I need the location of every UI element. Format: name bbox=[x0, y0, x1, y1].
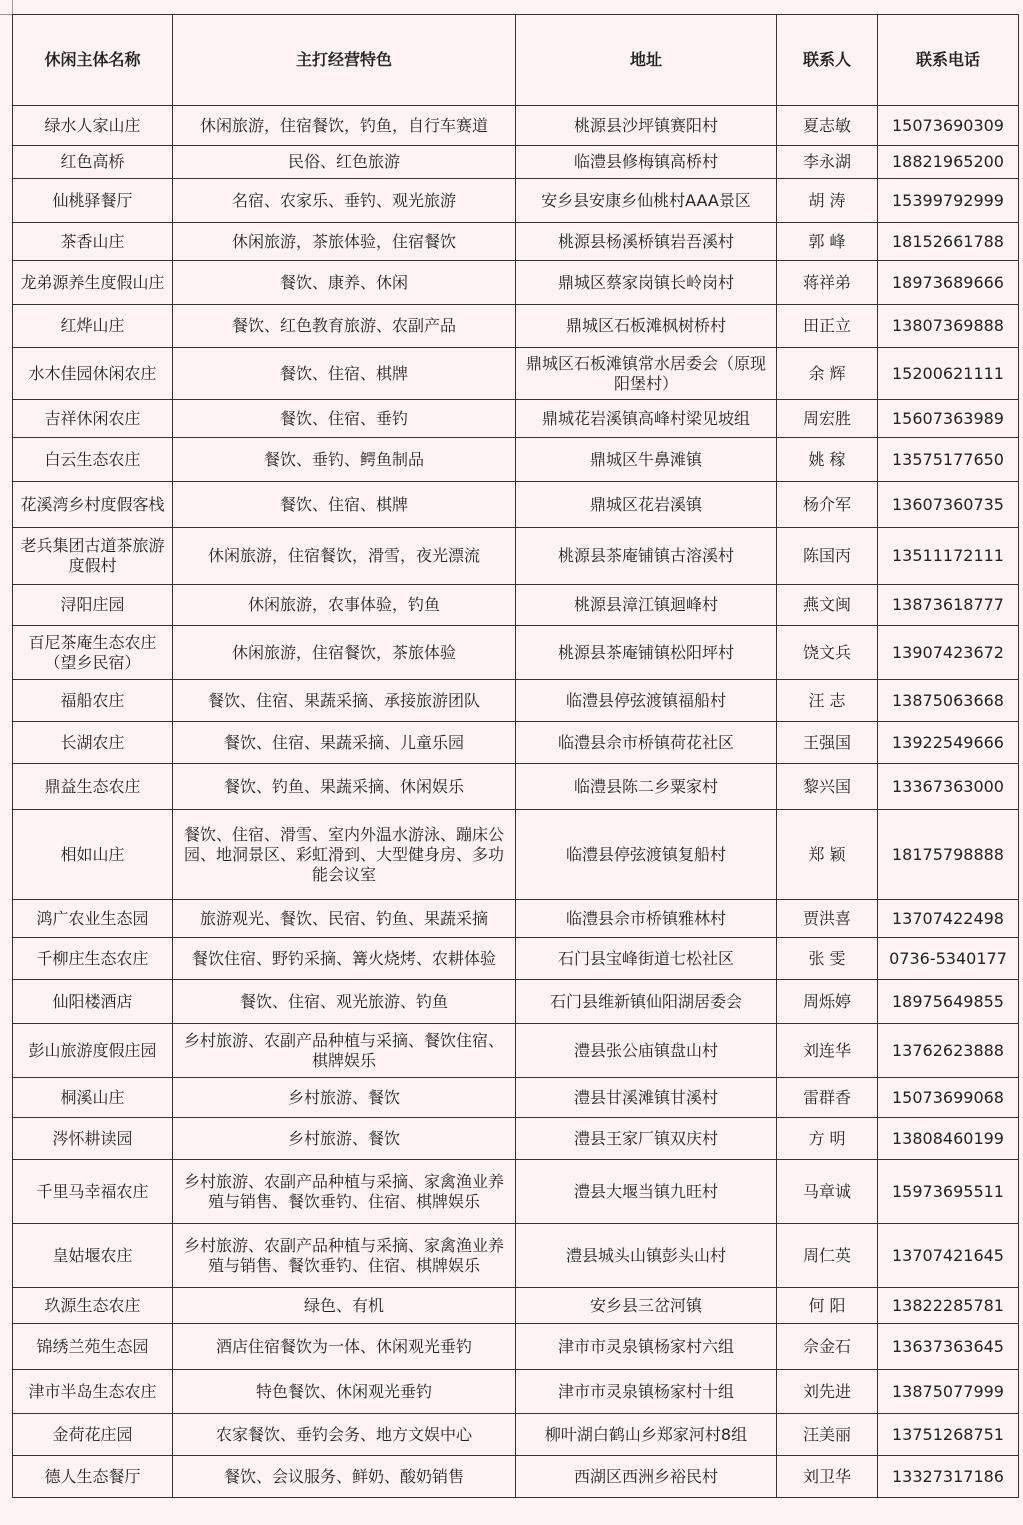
cell-name[interactable]: 花溪湾乡村度假客栈 bbox=[13, 482, 173, 528]
cell-name[interactable]: 吉祥休闲农庄 bbox=[13, 400, 173, 438]
cell-contact[interactable]: 姚 稼 bbox=[777, 438, 878, 482]
table-row bbox=[13, 585, 1019, 626]
cell-name[interactable]: 浔阳庄园 bbox=[13, 585, 173, 626]
cell-name[interactable]: 彭山旅游度假庄园 bbox=[13, 1024, 173, 1078]
cell-phone[interactable]: 13875077999 bbox=[878, 1370, 1019, 1414]
table-row bbox=[13, 764, 1019, 810]
header-row bbox=[13, 15, 1019, 106]
cell-name[interactable]: 鸿广农业生态园 bbox=[13, 900, 173, 938]
cell-address[interactable]: 澧县张公庙镇盘山村 bbox=[516, 1024, 777, 1078]
cell-address[interactable]: 鼎城区石板滩镇常水居委会（原现阳堡村） bbox=[516, 348, 777, 400]
cell-feature[interactable]: 乡村旅游、农副产品种植与采摘、餐饮住宿、棋牌娱乐 bbox=[173, 1024, 516, 1078]
cell-address[interactable]: 安乡县安康乡仙桃村AAA景区 bbox=[516, 179, 777, 223]
cell-phone[interactable]: 18975649855 bbox=[878, 980, 1019, 1024]
cell-feature[interactable]: 餐饮、钓鱼、果蔬采摘、休闲娱乐 bbox=[173, 764, 516, 810]
cell-feature[interactable]: 餐饮住宿、野钓采摘、篝火烧烤、农耕体验 bbox=[173, 938, 516, 980]
cell-name[interactable]: 红色高桥 bbox=[13, 146, 173, 179]
cell-feature[interactable]: 休闲旅游，农事体验，钓鱼 bbox=[173, 585, 516, 626]
cell-phone[interactable]: 18175798888 bbox=[878, 810, 1019, 900]
leisure-venue-table bbox=[12, 14, 1019, 1498]
cell-name[interactable]: 红烨山庄 bbox=[13, 305, 173, 348]
table-row bbox=[13, 348, 1019, 400]
table-row bbox=[13, 305, 1019, 348]
cell-feature[interactable]: 特色餐饮、休闲观光垂钓 bbox=[173, 1370, 516, 1414]
cell-name[interactable]: 千里马幸福农庄 bbox=[13, 1160, 173, 1224]
cell-address[interactable]: 临澧县修梅镇高桥村 bbox=[516, 146, 777, 179]
table-row bbox=[13, 261, 1019, 305]
cell-phone[interactable]: 13907423672 bbox=[878, 626, 1019, 680]
cell-name[interactable]: 龙弟源养生度假山庄 bbox=[13, 261, 173, 305]
header-phone[interactable]: 联系电话 bbox=[878, 15, 1019, 106]
cell-contact[interactable]: 黎兴国 bbox=[777, 764, 878, 810]
cell-feature[interactable]: 餐饮、垂钓、鳄鱼制品 bbox=[173, 438, 516, 482]
cell-name[interactable]: 老兵集团古道茶旅游度假村 bbox=[13, 528, 173, 585]
cell-contact[interactable]: 周仁英 bbox=[777, 1224, 878, 1288]
cell-address[interactable]: 桃源县茶庵铺镇松阳坪村 bbox=[516, 626, 777, 680]
cell-name[interactable]: 玖源生态农庄 bbox=[13, 1288, 173, 1324]
table-row bbox=[13, 900, 1019, 938]
cell-name[interactable]: 千柳庄生态农庄 bbox=[13, 938, 173, 980]
cell-contact[interactable]: 雷群香 bbox=[777, 1078, 878, 1118]
cell-phone[interactable]: 13822285781 bbox=[878, 1288, 1019, 1324]
cell-address[interactable]: 澧县甘溪滩镇甘溪村 bbox=[516, 1078, 777, 1118]
cell-address[interactable]: 桃源县沙坪镇赛阳村 bbox=[516, 106, 777, 146]
table-row bbox=[13, 722, 1019, 764]
table-row bbox=[13, 528, 1019, 585]
header-name[interactable]: 休闲主体名称 bbox=[13, 15, 173, 106]
grid-line bbox=[0, 14, 12, 15]
cell-phone[interactable]: 13875063668 bbox=[878, 680, 1019, 722]
cell-contact[interactable]: 田正立 bbox=[777, 305, 878, 348]
cell-name[interactable]: 皇姑堰农庄 bbox=[13, 1224, 173, 1288]
cell-phone[interactable]: 13575177650 bbox=[878, 438, 1019, 482]
table-row bbox=[13, 1078, 1019, 1118]
cell-feature[interactable]: 餐饮、康养、休闲 bbox=[173, 261, 516, 305]
table-row bbox=[13, 1160, 1019, 1224]
cell-phone[interactable]: 13511172111 bbox=[878, 528, 1019, 585]
cell-feature[interactable]: 餐饮、住宿、观光旅游、钓鱼 bbox=[173, 980, 516, 1024]
cell-contact[interactable]: 佘金石 bbox=[777, 1324, 878, 1370]
cell-contact[interactable]: 刘连华 bbox=[777, 1024, 878, 1078]
cell-feature[interactable]: 乡村旅游、餐饮 bbox=[173, 1078, 516, 1118]
cell-name[interactable]: 百尼茶庵生态农庄（望乡民宿） bbox=[13, 626, 173, 680]
cell-phone[interactable]: 15973695511 bbox=[878, 1160, 1019, 1224]
table-row bbox=[13, 223, 1019, 261]
cell-contact[interactable]: 贾洪喜 bbox=[777, 900, 878, 938]
cell-phone[interactable]: 15607363989 bbox=[878, 400, 1019, 438]
cell-address[interactable]: 临澧县停弦渡镇福船村 bbox=[516, 680, 777, 722]
cell-phone[interactable]: 13327317186 bbox=[878, 1456, 1019, 1498]
cell-phone[interactable]: 13751268751 bbox=[878, 1414, 1019, 1456]
table-row bbox=[13, 938, 1019, 980]
cell-contact[interactable]: 周烁婷 bbox=[777, 980, 878, 1024]
cell-name[interactable]: 锦绣兰苑生态园 bbox=[13, 1324, 173, 1370]
cell-feature[interactable]: 乡村旅游、农副产品种植与采摘、家禽渔业养殖与销售、餐饮垂钓、住宿、棋牌娱乐 bbox=[173, 1224, 516, 1288]
cell-contact[interactable]: 郑 颖 bbox=[777, 810, 878, 900]
cell-contact[interactable]: 马章诚 bbox=[777, 1160, 878, 1224]
cell-phone[interactable]: 13707422498 bbox=[878, 900, 1019, 938]
table-row bbox=[13, 1324, 1019, 1370]
grid-line bbox=[12, 0, 13, 14]
cell-feature[interactable]: 餐饮、住宿、垂钓 bbox=[173, 400, 516, 438]
cell-name[interactable]: 水木佳园休闲农庄 bbox=[13, 348, 173, 400]
cell-contact[interactable]: 张 雯 bbox=[777, 938, 878, 980]
cell-phone[interactable]: 13607360735 bbox=[878, 482, 1019, 528]
cell-phone[interactable]: 13367363000 bbox=[878, 764, 1019, 810]
header-address[interactable]: 地址 bbox=[516, 15, 777, 106]
cell-feature[interactable]: 旅游观光、餐饮、民宿、钓鱼、果蔬采摘 bbox=[173, 900, 516, 938]
cell-name[interactable]: 相如山庄 bbox=[13, 810, 173, 900]
cell-name[interactable]: 桐溪山庄 bbox=[13, 1078, 173, 1118]
cell-phone[interactable]: 13922549666 bbox=[878, 722, 1019, 764]
cell-contact[interactable]: 杨介军 bbox=[777, 482, 878, 528]
cell-contact[interactable]: 汪美丽 bbox=[777, 1414, 878, 1456]
cell-contact[interactable]: 饶文兵 bbox=[777, 626, 878, 680]
cell-name[interactable]: 长湖农庄 bbox=[13, 722, 173, 764]
cell-address[interactable]: 临澧县佘市桥镇雅林村 bbox=[516, 900, 777, 938]
cell-address[interactable]: 鼎城区牛鼻滩镇 bbox=[516, 438, 777, 482]
cell-address[interactable]: 澧县大堰当镇九旺村 bbox=[516, 1160, 777, 1224]
cell-address[interactable]: 临澧县陈二乡粟家村 bbox=[516, 764, 777, 810]
cell-feature[interactable]: 休闲旅游，住宿餐饮，钓鱼，自行车赛道 bbox=[173, 106, 516, 146]
cell-contact[interactable]: 王强国 bbox=[777, 722, 878, 764]
cell-address[interactable]: 柳叶湖白鹤山乡郑家河村8组 bbox=[516, 1414, 777, 1456]
cell-name[interactable]: 白云生态农庄 bbox=[13, 438, 173, 482]
cell-contact[interactable]: 蒋祥弟 bbox=[777, 261, 878, 305]
cell-address[interactable]: 临澧县停弦渡镇复船村 bbox=[516, 810, 777, 900]
cell-address[interactable]: 石门县维新镇仙阳湖居委会 bbox=[516, 980, 777, 1024]
table-row bbox=[13, 980, 1019, 1024]
table-row bbox=[13, 1456, 1019, 1498]
cell-contact[interactable]: 周宏胜 bbox=[777, 400, 878, 438]
cell-name[interactable]: 绿水人家山庄 bbox=[13, 106, 173, 146]
cell-contact[interactable]: 何 阳 bbox=[777, 1288, 878, 1324]
table-row bbox=[13, 146, 1019, 179]
cell-contact[interactable]: 刘先进 bbox=[777, 1370, 878, 1414]
table-row bbox=[13, 1024, 1019, 1078]
cell-phone[interactable]: 0736-5340177 bbox=[878, 938, 1019, 980]
cell-feature[interactable]: 名宿、农家乐、垂钓、观光旅游 bbox=[173, 179, 516, 223]
cell-name[interactable]: 德人生态餐厅 bbox=[13, 1456, 173, 1498]
cell-name[interactable]: 津市半岛生态农庄 bbox=[13, 1370, 173, 1414]
cell-address[interactable]: 鼎城区石板滩枫树桥村 bbox=[516, 305, 777, 348]
cell-phone[interactable]: 13808460199 bbox=[878, 1118, 1019, 1160]
cell-phone[interactable]: 18152661788 bbox=[878, 223, 1019, 261]
cell-contact[interactable]: 汪 志 bbox=[777, 680, 878, 722]
cell-contact[interactable]: 方 明 bbox=[777, 1118, 878, 1160]
cell-contact[interactable]: 燕文闽 bbox=[777, 585, 878, 626]
cell-contact[interactable]: 陈国丙 bbox=[777, 528, 878, 585]
cell-address[interactable]: 鼎城区蔡家岗镇长岭岗村 bbox=[516, 261, 777, 305]
header-contact[interactable]: 联系人 bbox=[777, 15, 878, 106]
cell-phone[interactable]: 13637363645 bbox=[878, 1324, 1019, 1370]
cell-address[interactable]: 津市市灵泉镇杨家村六组 bbox=[516, 1324, 777, 1370]
cell-name[interactable]: 仙阳楼酒店 bbox=[13, 980, 173, 1024]
header-feature[interactable]: 主打经营特色 bbox=[173, 15, 516, 106]
cell-name[interactable]: 金荷花庄园 bbox=[13, 1414, 173, 1456]
cell-address[interactable]: 临澧县佘市桥镇荷花社区 bbox=[516, 722, 777, 764]
cell-address[interactable]: 桃源县漳江镇迴峰村 bbox=[516, 585, 777, 626]
cell-name[interactable]: 福船农庄 bbox=[13, 680, 173, 722]
cell-feature[interactable]: 休闲旅游，住宿餐饮，茶旅体验 bbox=[173, 626, 516, 680]
cell-name[interactable]: 茶香山庄 bbox=[13, 223, 173, 261]
cell-contact[interactable]: 余 辉 bbox=[777, 348, 878, 400]
table-row bbox=[13, 1118, 1019, 1160]
cell-name[interactable]: 鼎益生态农庄 bbox=[13, 764, 173, 810]
cell-feature[interactable]: 餐饮、住宿、果蔬采摘、儿童乐园 bbox=[173, 722, 516, 764]
cell-address[interactable]: 澧县王家厂镇双庆村 bbox=[516, 1118, 777, 1160]
cell-contact[interactable]: 李永湖 bbox=[777, 146, 878, 179]
cell-feature[interactable]: 餐饮、住宿、滑雪、室内外温水游泳、蹦床公园、地洞景区、彩虹滑到、大型健身房、多功能会议室 bbox=[173, 810, 516, 900]
cell-name[interactable]: 涔怀耕读园 bbox=[13, 1118, 173, 1160]
cell-feature[interactable]: 乡村旅游、农副产品种植与采摘、家禽渔业养殖与销售、餐饮垂钓、住宿、棋牌娱乐 bbox=[173, 1160, 516, 1224]
cell-feature[interactable]: 休闲旅游，茶旅体验，住宿餐饮 bbox=[173, 223, 516, 261]
cell-address[interactable]: 西湖区西洲乡裕民村 bbox=[516, 1456, 777, 1498]
cell-feature[interactable]: 酒店住宿餐饮为一体、休闲观光垂钓 bbox=[173, 1324, 516, 1370]
cell-feature[interactable]: 绿色、有机 bbox=[173, 1288, 516, 1324]
cell-feature[interactable]: 乡村旅游、餐饮 bbox=[173, 1118, 516, 1160]
cell-feature[interactable]: 餐饮、住宿、棋牌 bbox=[173, 348, 516, 400]
cell-phone[interactable]: 13707421645 bbox=[878, 1224, 1019, 1288]
cell-feature[interactable]: 民俗、红色旅游 bbox=[173, 146, 516, 179]
table-row bbox=[13, 680, 1019, 722]
cell-contact[interactable]: 郭 峰 bbox=[777, 223, 878, 261]
cell-phone[interactable]: 15399792999 bbox=[878, 179, 1019, 223]
cell-address[interactable]: 桃源县杨溪桥镇岩吾溪村 bbox=[516, 223, 777, 261]
cell-phone[interactable]: 15073699068 bbox=[878, 1078, 1019, 1118]
table-row bbox=[13, 179, 1019, 223]
cell-phone[interactable]: 15073690309 bbox=[878, 106, 1019, 146]
table-row bbox=[13, 1224, 1019, 1288]
table-row bbox=[13, 106, 1019, 146]
cell-address[interactable]: 桃源县茶庵铺镇古溶溪村 bbox=[516, 528, 777, 585]
cell-contact[interactable]: 刘卫华 bbox=[777, 1456, 878, 1498]
cell-address[interactable]: 安乡县三岔河镇 bbox=[516, 1288, 777, 1324]
cell-phone[interactable]: 13807369888 bbox=[878, 305, 1019, 348]
table-row bbox=[13, 482, 1019, 528]
cell-address[interactable]: 津市市灵泉镇杨家村十组 bbox=[516, 1370, 777, 1414]
cell-contact[interactable]: 夏志敏 bbox=[777, 106, 878, 146]
cell-phone[interactable]: 13873618777 bbox=[878, 585, 1019, 626]
table-row bbox=[13, 438, 1019, 482]
table-row bbox=[13, 400, 1019, 438]
cell-feature[interactable]: 餐饮、红色教育旅游、农副产品 bbox=[173, 305, 516, 348]
table-body bbox=[13, 106, 1019, 1498]
cell-contact[interactable]: 胡 涛 bbox=[777, 179, 878, 223]
cell-feature[interactable]: 休闲旅游，住宿餐饮，滑雪，夜光漂流 bbox=[173, 528, 516, 585]
table-row bbox=[13, 810, 1019, 900]
cell-phone[interactable]: 13762623888 bbox=[878, 1024, 1019, 1078]
cell-address[interactable]: 鼎城区花岩溪镇 bbox=[516, 482, 777, 528]
cell-feature[interactable]: 餐饮、会议服务、鲜奶、酸奶销售 bbox=[173, 1456, 516, 1498]
cell-phone[interactable]: 18973689666 bbox=[878, 261, 1019, 305]
cell-address[interactable]: 石门县宝峰街道七松社区 bbox=[516, 938, 777, 980]
cell-feature[interactable]: 餐饮、住宿、果蔬采摘、承接旅游团队 bbox=[173, 680, 516, 722]
cell-phone[interactable]: 15200621111 bbox=[878, 348, 1019, 400]
cell-feature[interactable]: 农家餐饮、垂钓会务、地方文娱中心 bbox=[173, 1414, 516, 1456]
cell-address[interactable]: 鼎城花岩溪镇高峰村梁见坡组 bbox=[516, 400, 777, 438]
table-row bbox=[13, 1288, 1019, 1324]
cell-feature[interactable]: 餐饮、住宿、棋牌 bbox=[173, 482, 516, 528]
table-row bbox=[13, 1370, 1019, 1414]
cell-phone[interactable]: 18821965200 bbox=[878, 146, 1019, 179]
cell-name[interactable]: 仙桃驿餐厅 bbox=[13, 179, 173, 223]
table-row bbox=[13, 1414, 1019, 1456]
table-row bbox=[13, 626, 1019, 680]
cell-address[interactable]: 澧县城头山镇彭头山村 bbox=[516, 1224, 777, 1288]
